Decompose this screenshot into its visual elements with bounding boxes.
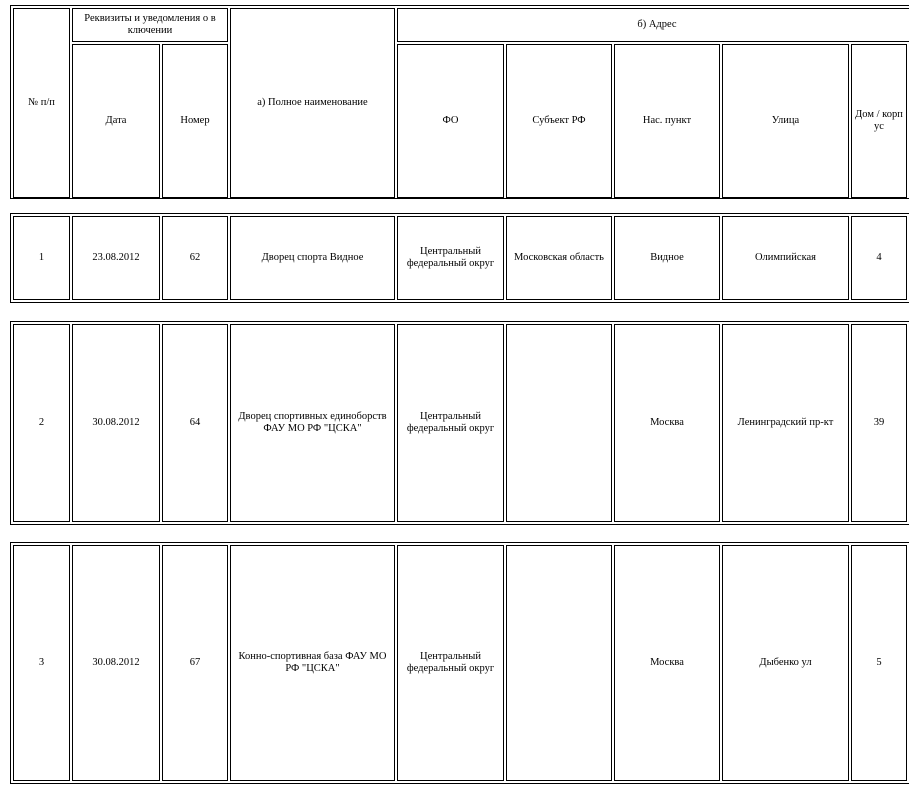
- row-subject: [506, 324, 612, 522]
- row-subject: Московская область: [506, 216, 612, 300]
- row-date: 30.08.2012: [72, 324, 160, 522]
- header-num: № п/п: [13, 8, 70, 198]
- header-fo: ФО: [397, 44, 504, 198]
- row-house: 4: [851, 216, 907, 300]
- header-number: Номер: [162, 44, 228, 198]
- row-subject: [506, 545, 612, 781]
- row-name: Дворец спортивных единоборств ФАУ МО РФ "ЦСКА": [230, 324, 395, 522]
- row-num: 2: [13, 324, 70, 522]
- header-address-group: б) Адрес: [397, 8, 909, 42]
- header-full-name: а) Полное наименование: [230, 8, 395, 198]
- header-house: Дом / корп ус: [851, 44, 907, 198]
- row-house: 39: [851, 324, 907, 522]
- table-header: [10, 5, 909, 199]
- row-street: Ленинградский пр-кт: [722, 324, 849, 522]
- row-locality: Москва: [614, 545, 720, 781]
- row-num: 1: [13, 216, 70, 300]
- row-fo: Центральный федеральный округ: [397, 324, 504, 522]
- table-row: [10, 213, 909, 303]
- row-fo: Центральный федеральный округ: [397, 545, 504, 781]
- header-street: Улица: [722, 44, 849, 198]
- row-fo: Центральный федеральный округ: [397, 216, 504, 300]
- row-house: 5: [851, 545, 907, 781]
- header-locality: Нас. пункт: [614, 44, 720, 198]
- row-num: 3: [13, 545, 70, 781]
- row-locality: Видное: [614, 216, 720, 300]
- row-name: Конно-спортивная база ФАУ МО РФ "ЦСКА": [230, 545, 395, 781]
- row-number: 64: [162, 324, 228, 522]
- row-number: 62: [162, 216, 228, 300]
- header-notices-group: Реквизиты и уведомления о в ключении: [72, 8, 228, 42]
- header-date: Дата: [72, 44, 160, 198]
- table-row: [10, 321, 909, 525]
- row-street: Дыбенко ул: [722, 545, 849, 781]
- row-locality: Москва: [614, 324, 720, 522]
- row-number: 67: [162, 545, 228, 781]
- row-date: 23.08.2012: [72, 216, 160, 300]
- row-name: Дворец спорта Видное: [230, 216, 395, 300]
- row-date: 30.08.2012: [72, 545, 160, 781]
- table-row: [10, 542, 909, 784]
- header-subject: Субъект РФ: [506, 44, 612, 198]
- row-street: Олимпийская: [722, 216, 849, 300]
